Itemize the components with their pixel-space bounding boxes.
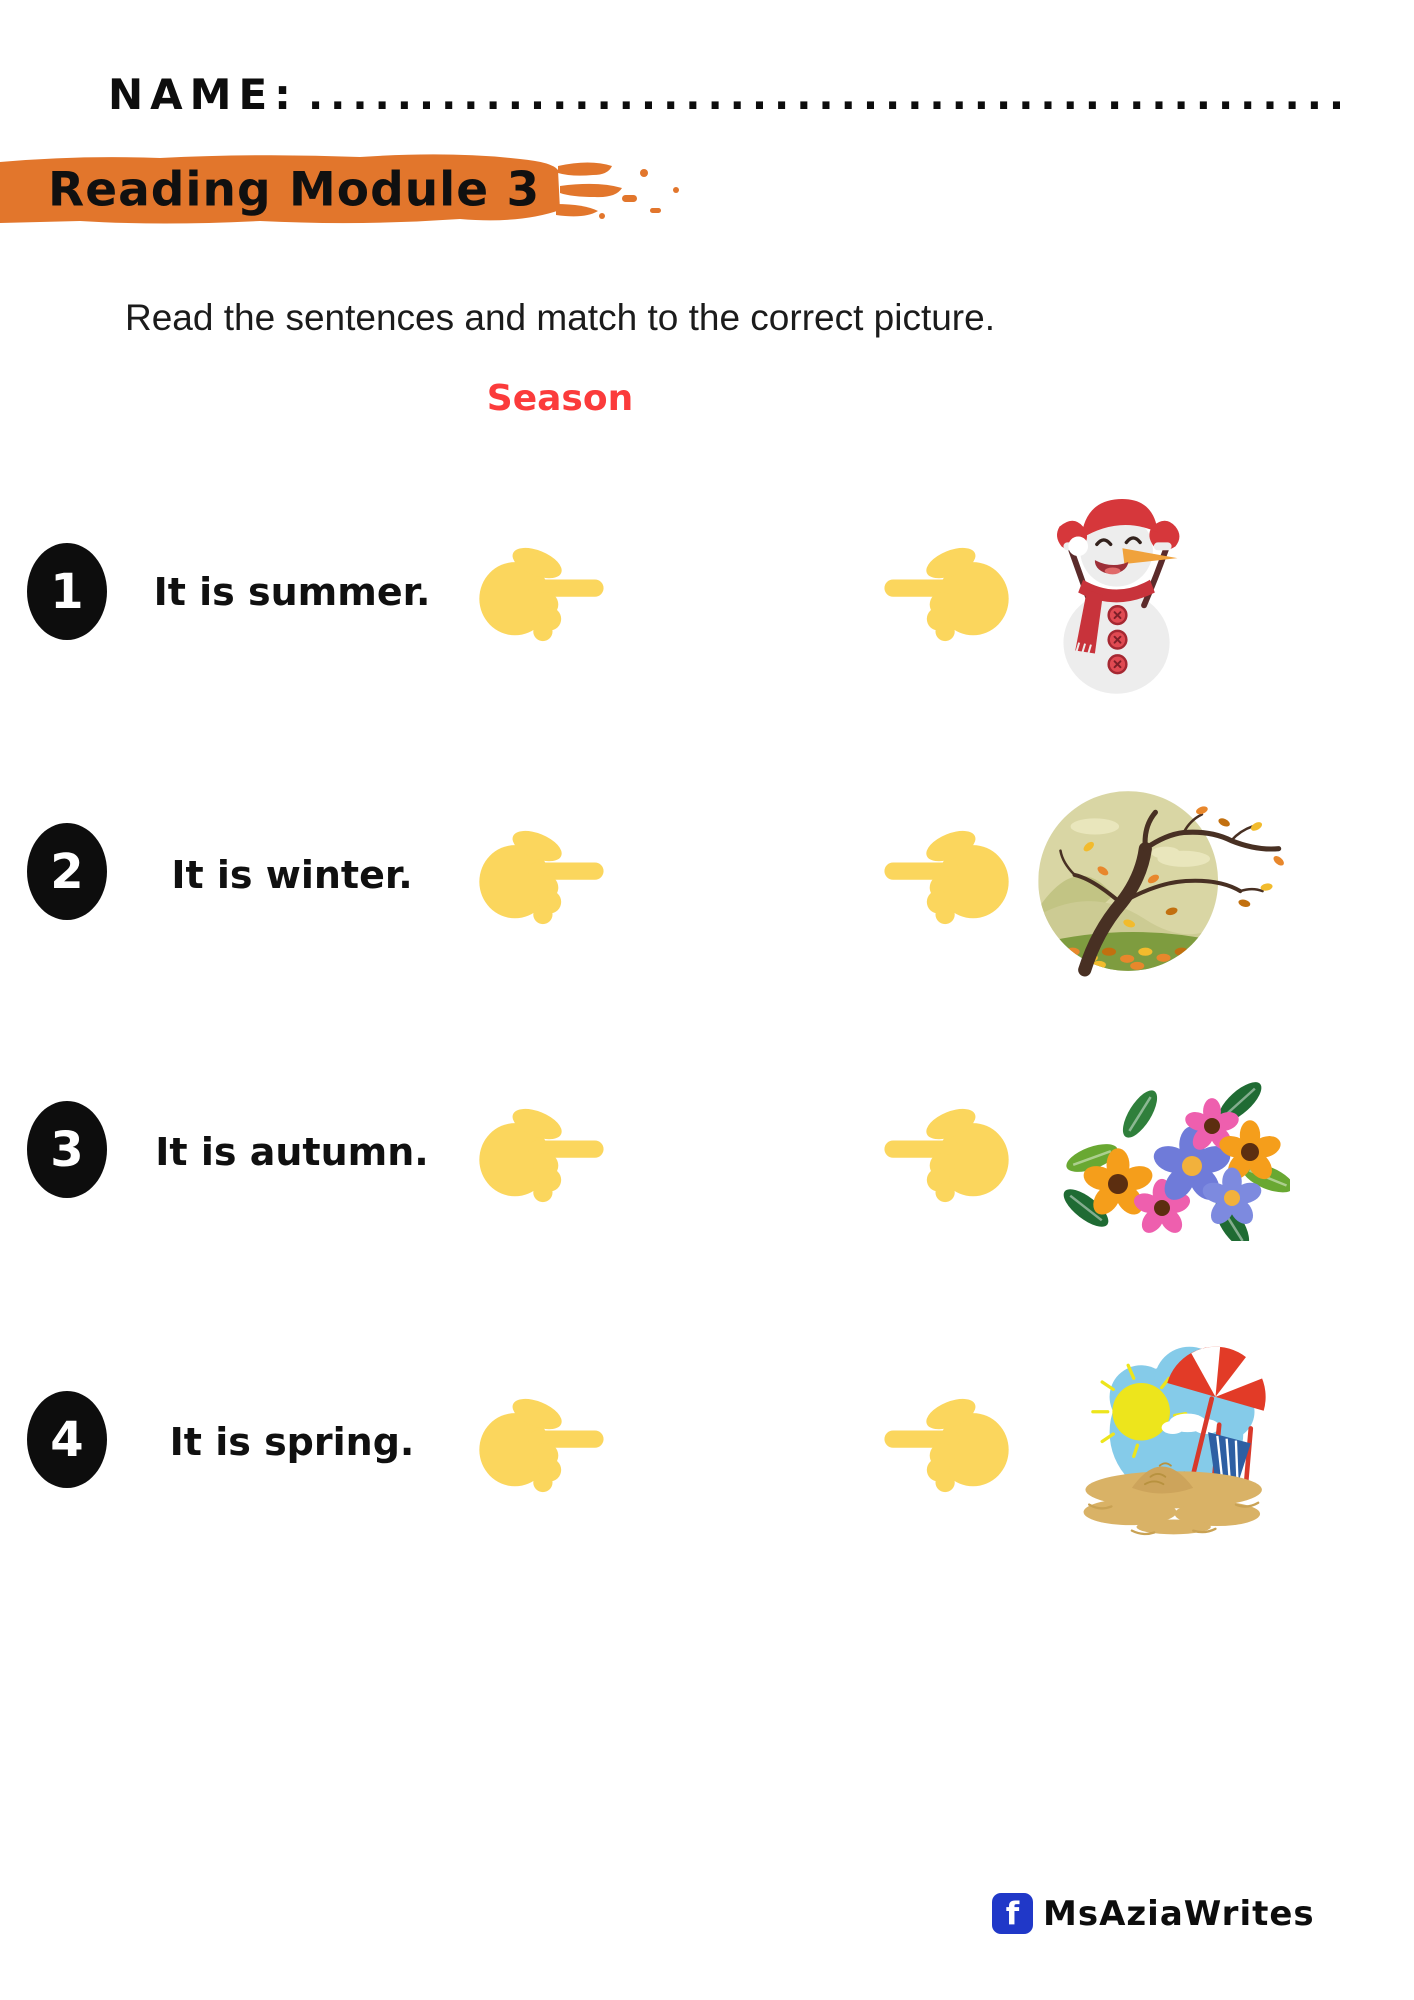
instruction-text: Read the sentences and match to the correct picture. (125, 297, 995, 338)
facebook-icon[interactable] (992, 1893, 1033, 1934)
name-header (108, 70, 1351, 119)
facebook-f-glyph: f (1005, 1896, 1020, 1932)
backhand-index-pointing-left-icon[interactable] (878, 822, 1018, 926)
sentence-text: It is summer. (153, 570, 431, 614)
backhand-index-pointing-right-icon[interactable] (470, 1100, 610, 1204)
sentence-text: It is autumn. (155, 1130, 429, 1174)
topic-heading: Season (486, 378, 634, 419)
backhand-index-pointing-left-icon[interactable] (878, 539, 1018, 643)
autumn-tree-image[interactable] (1032, 782, 1290, 979)
backhand-index-pointing-left-icon[interactable] (878, 1100, 1018, 1204)
name-fill-line[interactable]: ............................................... (307, 73, 1352, 119)
backhand-index-pointing-right-icon[interactable] (470, 539, 610, 643)
row-number: 2 (50, 843, 84, 900)
credit-text: MsAziaWrites (1043, 1893, 1315, 1934)
spring-flowers-image[interactable] (1040, 1066, 1290, 1241)
row-number-badge (27, 543, 107, 640)
row-number-badge (27, 823, 107, 920)
summer-beach-image[interactable] (1076, 1330, 1276, 1539)
row-number: 4 (50, 1411, 84, 1468)
backhand-index-pointing-left-icon[interactable] (878, 1390, 1018, 1494)
row-number-badge (27, 1101, 107, 1198)
snowman-winter-image[interactable] (1032, 487, 1204, 699)
footer-credit (992, 1893, 1315, 1934)
row-number-badge (27, 1391, 107, 1488)
row-number: 3 (50, 1121, 84, 1178)
backhand-index-pointing-right-icon[interactable] (470, 1390, 610, 1494)
page-title: Reading Module 3 (48, 162, 541, 218)
sentence-text: It is winter. (171, 853, 413, 897)
row-number: 1 (50, 563, 84, 620)
name-label: NAME: (108, 70, 298, 119)
sentence-text: It is spring. (169, 1420, 415, 1464)
backhand-index-pointing-right-icon[interactable] (470, 822, 610, 926)
title-banner (0, 148, 840, 234)
